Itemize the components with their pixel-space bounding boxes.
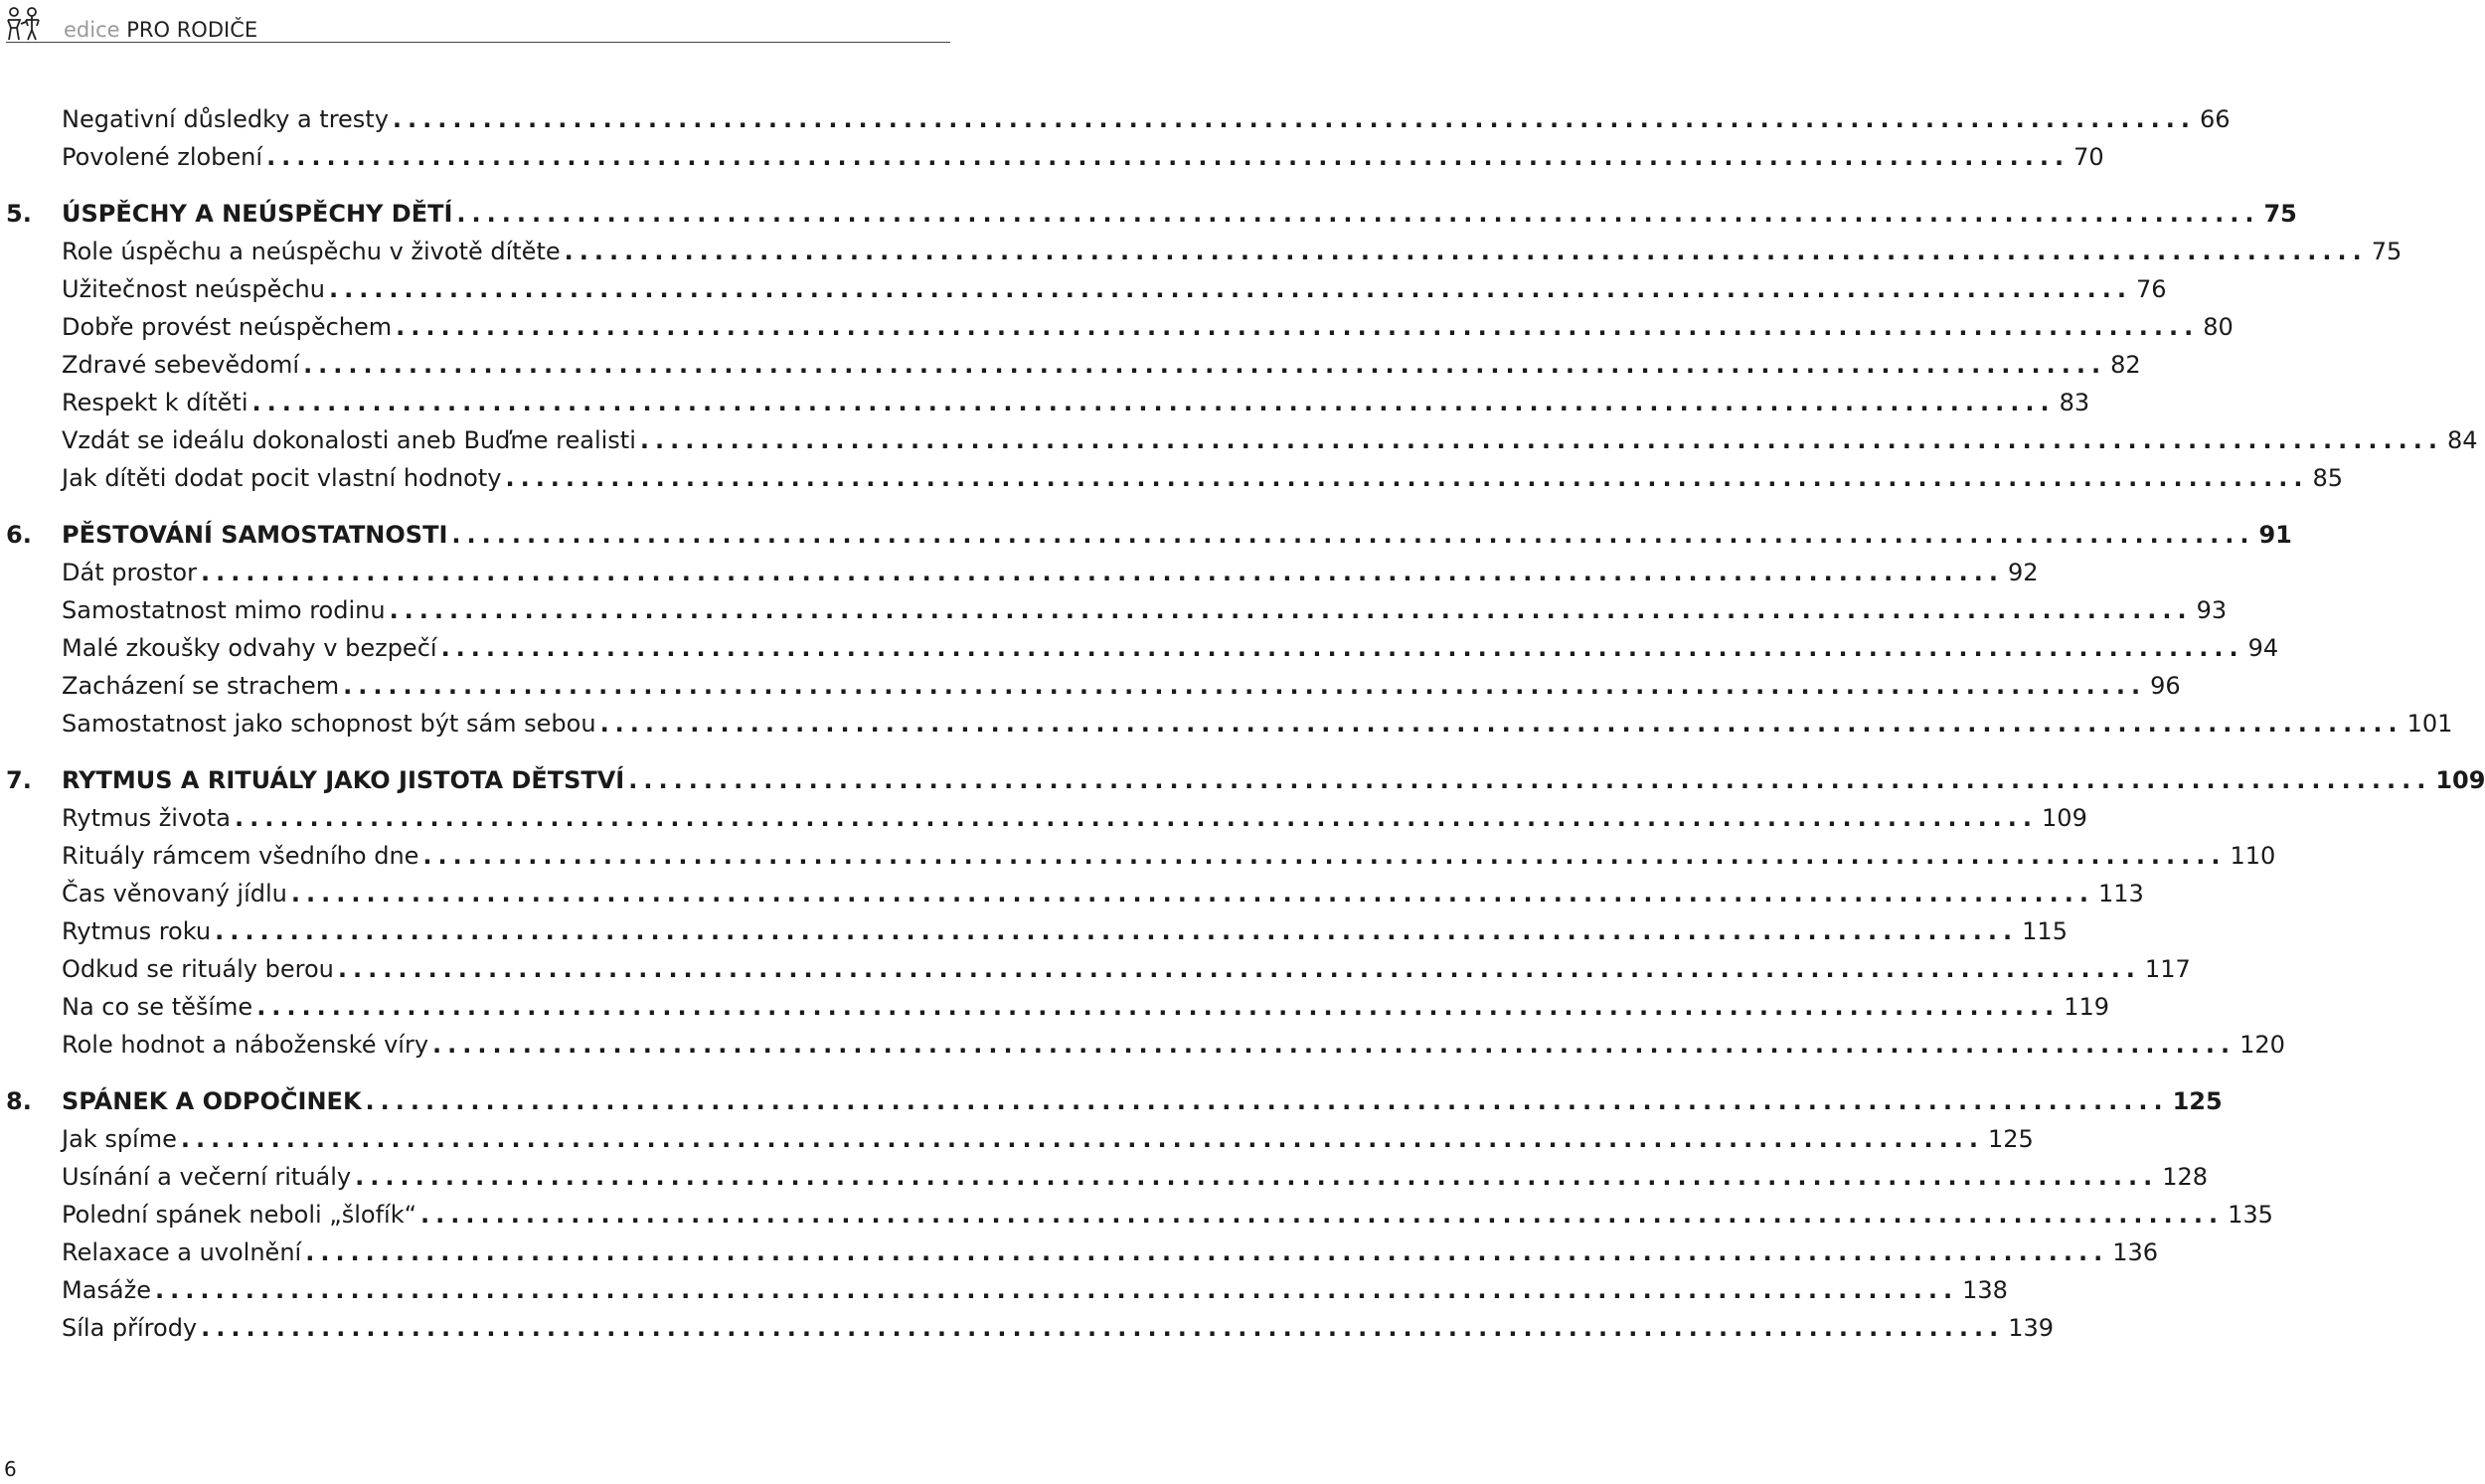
dot-leader: ........................................................................................................................ bbox=[392, 105, 2196, 133]
dot-leader: ........................................................................................................................ bbox=[432, 1031, 2236, 1059]
toc-title: Zdravé sebevědomí bbox=[62, 351, 300, 379]
toc-page-number: 110 bbox=[2230, 842, 2276, 870]
toc-chapter-row bbox=[6, 516, 2292, 554]
toc-entry-row bbox=[62, 1271, 2008, 1309]
toc-page-number: 84 bbox=[2446, 426, 2478, 454]
series-title bbox=[64, 18, 257, 42]
toc-entry-row bbox=[62, 950, 2191, 988]
toc-page-number: 125 bbox=[2172, 1087, 2223, 1115]
dot-leader: ........................................................................................................................ bbox=[343, 672, 2147, 700]
toc-page-number: 120 bbox=[2239, 1031, 2285, 1059]
dot-leader: ........................................................................................................................ bbox=[420, 1201, 2225, 1229]
toc-page-number: 125 bbox=[1987, 1125, 2034, 1153]
toc-page-number: 109 bbox=[2042, 804, 2087, 832]
toc-title: Role úspěchu a neúspěchu v životě dítěte bbox=[62, 238, 561, 265]
toc-entry-row bbox=[62, 1309, 2055, 1347]
dot-leader: ........................................................................................................................ bbox=[305, 1238, 2109, 1266]
dot-leader: ........................................................................................................................ bbox=[290, 880, 2094, 907]
toc-page-number: 70 bbox=[2073, 143, 2104, 171]
dot-leader: ........................................................................................................................ bbox=[200, 559, 2005, 586]
toc-title: Čas věnovaný jídlu bbox=[62, 880, 287, 907]
toc-title: Povolené zlobení bbox=[62, 143, 263, 171]
toc-title: Polední spánek neboli „šlofík“ bbox=[62, 1201, 417, 1229]
toc-entry-row bbox=[62, 384, 2090, 421]
dot-leader: ........................................................................................................................ bbox=[451, 521, 2255, 549]
toc-page-number: 139 bbox=[2008, 1314, 2055, 1342]
toc-entry-row bbox=[62, 912, 2068, 950]
toc-title: Usínání a večerní rituály bbox=[62, 1163, 352, 1191]
toc-title: SPÁNEK A ODPOČINEK bbox=[62, 1087, 362, 1115]
series-prefix: edice bbox=[64, 18, 120, 42]
toc-title: Zacházení se strachem bbox=[62, 672, 340, 700]
toc-page-number: 101 bbox=[2406, 710, 2453, 738]
toc-title: Rituály rámcem všedního dne bbox=[62, 842, 419, 870]
toc-title: Samostatnost mimo rodinu bbox=[62, 596, 386, 624]
toc-chapter-row bbox=[6, 761, 2485, 799]
toc-entry-row bbox=[62, 270, 2167, 308]
toc-title: Negativní důsledky a tresty bbox=[62, 105, 389, 133]
dot-leader: ........................................................................................................................ bbox=[337, 955, 2141, 983]
toc-page-number: 94 bbox=[2247, 634, 2279, 662]
toc-title: Na co se těšíme bbox=[62, 993, 253, 1021]
toc-title: Rytmus života bbox=[62, 804, 231, 832]
toc-title: Relaxace a uvolnění bbox=[62, 1238, 302, 1266]
dot-leader: ........................................................................................................................ bbox=[422, 842, 2227, 870]
dot-leader: ........................................................................................................................ bbox=[328, 275, 2133, 303]
toc-title: ÚSPĚCHY A NEÚSPĚCHY DĚTÍ bbox=[62, 200, 453, 228]
toc-entry-row bbox=[62, 1026, 2285, 1064]
toc-entry-row bbox=[62, 421, 2478, 459]
dot-leader: ........................................................................................................................ bbox=[599, 710, 2403, 738]
series-name: PRO RODIČE bbox=[126, 18, 258, 42]
toc-page-number: 83 bbox=[2059, 389, 2090, 416]
dot-leader: ........................................................................................................................ bbox=[155, 1276, 1959, 1304]
toc-title: Jak spíme bbox=[62, 1125, 177, 1153]
toc-page-number: 96 bbox=[2150, 672, 2181, 700]
toc-title: Masáže bbox=[62, 1276, 151, 1304]
dot-leader: ........................................................................................................................ bbox=[251, 389, 2056, 416]
toc-entry-row bbox=[62, 100, 2231, 138]
dot-leader: ........................................................................................................................ bbox=[440, 634, 2244, 662]
dot-leader: ........................................................................................................................ bbox=[355, 1163, 2159, 1191]
toc-entry-row bbox=[62, 459, 2344, 497]
toc-title: Odkud se rituály berou bbox=[62, 955, 334, 983]
dot-leader: ........................................................................................................................ bbox=[564, 238, 2368, 265]
toc-entry-row bbox=[62, 138, 2104, 176]
dot-leader: ........................................................................................................................ bbox=[256, 993, 2061, 1021]
family-figures-icon bbox=[6, 6, 42, 42]
dot-leader: ........................................................................................................................ bbox=[234, 804, 2039, 832]
toc-chapter-row bbox=[6, 195, 2297, 233]
toc-page-number: 113 bbox=[2097, 880, 2144, 907]
toc-entry-row bbox=[62, 233, 2402, 270]
toc-title: Vzdát se ideálu dokonalosti aneb Buďme realisti bbox=[62, 426, 636, 454]
toc-title: Respekt k dítěti bbox=[62, 389, 248, 416]
toc-title: Malé zkoušky odvahy v bezpečí bbox=[62, 634, 437, 662]
toc-entry-row bbox=[62, 1120, 2034, 1158]
chapter-number: 6. bbox=[6, 521, 32, 549]
page-number: 6 bbox=[4, 1457, 17, 1481]
toc-title: Síla přírody bbox=[62, 1314, 198, 1342]
toc-page-number: 91 bbox=[2258, 521, 2292, 549]
toc-page-number: 80 bbox=[2203, 313, 2234, 341]
toc-entry-row bbox=[62, 705, 2453, 742]
toc-page-number: 76 bbox=[2136, 275, 2167, 303]
toc-page-number: 135 bbox=[2228, 1201, 2273, 1229]
chapter-number: 5. bbox=[6, 200, 32, 228]
toc-title: Užitečnost neúspěchu bbox=[62, 275, 325, 303]
toc-entry-row bbox=[62, 1196, 2273, 1234]
toc-title: Samostatnost jako schopnost být sám sebou bbox=[62, 710, 596, 738]
dot-leader: ........................................................................................................................ bbox=[266, 143, 2071, 171]
toc-page-number: 115 bbox=[2022, 917, 2068, 945]
dot-leader: ........................................................................................................................ bbox=[505, 464, 2309, 492]
toc-page-number: 136 bbox=[2112, 1238, 2159, 1266]
dot-leader: ........................................................................................................................ bbox=[639, 426, 2443, 454]
dot-leader: ........................................................................................................................ bbox=[389, 596, 2193, 624]
toc-entry-row bbox=[62, 591, 2228, 629]
toc-entry-row bbox=[62, 346, 2141, 384]
toc-entry-row bbox=[62, 308, 2234, 346]
toc-title: RYTMUS A RITUÁLY JAKO JISTOTA DĚTSTVÍ bbox=[62, 766, 625, 794]
dot-leader: ........................................................................................................................ bbox=[365, 1087, 2169, 1115]
toc-title: Dobře provést neúspěchem bbox=[62, 313, 393, 341]
dot-leader: ........................................................................................................................ bbox=[456, 200, 2260, 228]
toc-page-number: 128 bbox=[2162, 1163, 2208, 1191]
toc-page-number: 85 bbox=[2312, 464, 2344, 492]
toc-chapter-row bbox=[6, 1082, 2223, 1120]
dot-leader: ........................................................................................................................ bbox=[215, 917, 2019, 945]
toc-title: Rytmus roku bbox=[62, 917, 212, 945]
toc-entry-row bbox=[62, 799, 2087, 837]
dot-leader: ........................................................................................................................ bbox=[303, 351, 2107, 379]
toc-title: Dát prostor bbox=[62, 559, 197, 586]
toc-entry-row bbox=[62, 1234, 2159, 1271]
toc-page-number: 119 bbox=[2064, 993, 2110, 1021]
toc-page-number: 75 bbox=[2371, 238, 2402, 265]
toc-page-number: 75 bbox=[2263, 200, 2297, 228]
toc-page-number: 82 bbox=[2110, 351, 2141, 379]
toc-page-number: 92 bbox=[2008, 559, 2039, 586]
toc-page-number: 117 bbox=[2144, 955, 2191, 983]
toc-title: Jak dítěti dodat pocit vlastní hodnoty bbox=[62, 464, 502, 492]
dot-leader: ........................................................................................................................ bbox=[201, 1314, 2005, 1342]
toc-title: Role hodnot a náboženské víry bbox=[62, 1031, 429, 1059]
dot-leader: ........................................................................................................................ bbox=[628, 766, 2432, 794]
toc-entry-row bbox=[62, 875, 2144, 912]
chapter-number: 7. bbox=[6, 766, 32, 794]
toc-entry-row bbox=[62, 667, 2181, 705]
toc-title: PĚSTOVÁNÍ SAMOSTATNOSTI bbox=[62, 521, 448, 549]
page-header bbox=[6, 6, 950, 43]
dot-leader: ........................................................................................................................ bbox=[180, 1125, 1984, 1153]
toc-entry-row bbox=[62, 554, 2039, 591]
dot-leader: ........................................................................................................................ bbox=[396, 313, 2200, 341]
toc-entry-row bbox=[62, 837, 2276, 875]
toc-entry-row bbox=[62, 988, 2110, 1026]
toc-page-number: 109 bbox=[2435, 766, 2485, 794]
toc-page-number: 138 bbox=[1962, 1276, 2008, 1304]
header-divider bbox=[6, 42, 950, 43]
toc-entry-row bbox=[62, 1158, 2208, 1196]
toc-entry-row bbox=[62, 629, 2279, 667]
toc-page-number: 93 bbox=[2196, 596, 2228, 624]
toc-page-number: 66 bbox=[2199, 105, 2231, 133]
chapter-number: 8. bbox=[6, 1087, 32, 1115]
